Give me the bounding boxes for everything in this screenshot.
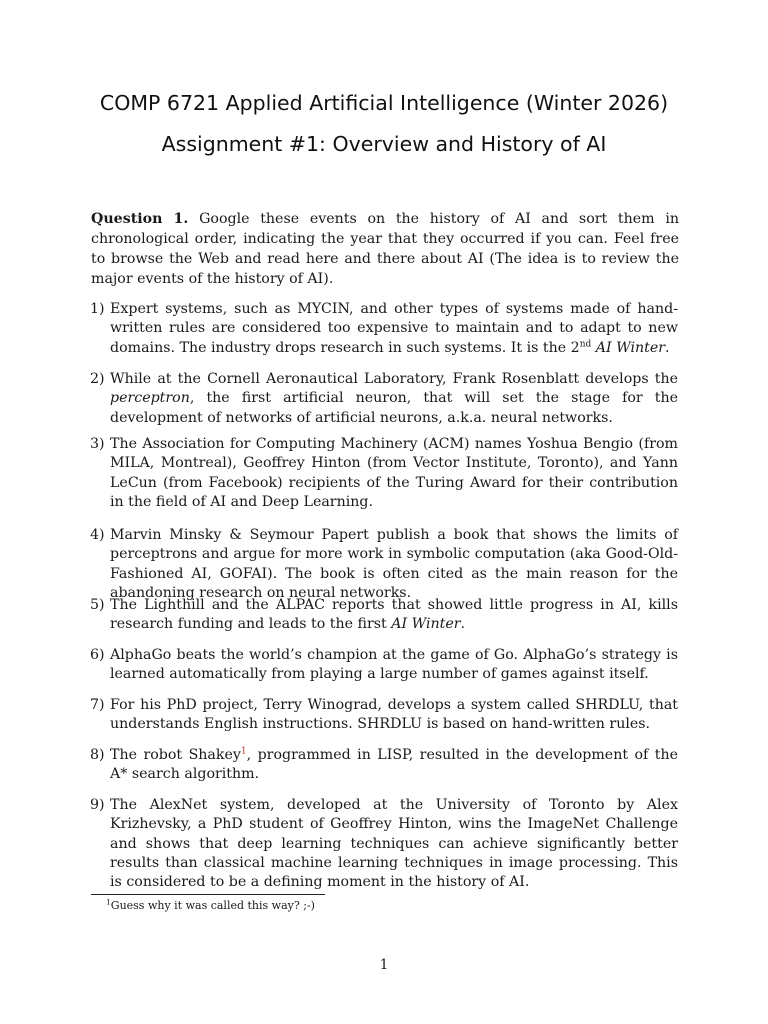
- page-number: 1: [379, 957, 389, 973]
- item-number: 2): [90, 371, 105, 387]
- item-emphasis: AI Winter: [391, 616, 461, 633]
- item-text-main: Expert systems, such as MYCIN, and other types of systems made of hand-written rules are considered too expensive to maintain and to adapt to new domains. The industry drops research in such systems. It is the 2: [110, 301, 678, 356]
- item-tail: , the first artificial neuron, that will set the stage for the development of networks of artificial neurons, a.k.a. neural networks.: [110, 390, 678, 426]
- item-number: 5): [90, 597, 105, 613]
- item-text-main: The robot Shakey: [110, 747, 241, 763]
- assignment-title: Assignment #1: Overview and History of AI: [161, 132, 607, 156]
- item-number: 9): [90, 797, 105, 813]
- item-text: [110, 746, 678, 785]
- item-text-main: The Lighthill and the ALPAC reports that showed little progress in AI, kills research funding and leads to the first: [110, 597, 678, 633]
- footnote-mark: 1: [106, 897, 111, 907]
- item-emphasis: perceptron: [110, 390, 190, 407]
- item-text: The AlexNet system, developed at the University of Toronto by Alex Krizhevsky, a PhD student of Geoffrey Hinton, wins the ImageNet Challenge and shows that deep learning techniques can achieve significantly better results than classical machine learning techniques in image processing. This is considered to be a defining moment in the history of AI.: [110, 797, 678, 891]
- footnote: [106, 899, 315, 913]
- item-text: The Association for Computing Machinery (ACM) names Yoshua Bengio (from MILA, Montreal), Geoffrey Hinton (from Vector Institute, Toronto), and Yann LeCun (from Facebook) recipients of the Turing Award for their contribution in the field of AI and Deep Learning.: [110, 436, 678, 510]
- footnote-text: Guess why it was called this way? ;-): [110, 899, 315, 912]
- item-number: 8): [90, 747, 105, 763]
- footnote-reference[interactable]: 1: [240, 746, 247, 757]
- item-text: [110, 370, 678, 428]
- item-tail: .: [460, 616, 466, 633]
- item-number: 4): [90, 527, 105, 543]
- question-text: Google these events on the history of AI and sort them in chronological order, indicating the year that they occurred if you can. Feel free to browse the Web and read here and there about AI (The idea is to review the major events of the history of AI).: [91, 211, 679, 287]
- item-number: 1): [90, 301, 105, 317]
- item-text: Marvin Minsky & Seymour Papert publish a book that shows the limits of perceptrons and argue for more work in symbolic computation (aka Good-Old-Fashioned AI, GOFAI). The book is often cited as the main reason for the abandoning research on neural networks.: [110, 527, 678, 601]
- course-title: COMP 6721 Applied Artificial Intelligence (Winter 2026): [99, 91, 669, 115]
- question-label: Question 1.: [91, 211, 189, 227]
- footnote-divider: [91, 894, 325, 895]
- item-number: 3): [90, 436, 105, 452]
- item-text: For his PhD project, Terry Winograd, develops a system called SHRDLU, that understands English instructions. SHRDLU is based on hand-written rules.: [110, 697, 678, 733]
- item-tail: .: [665, 339, 670, 356]
- item-text: AlphaGo beats the world’s champion at the game of Go. AlphaGo’s strategy is learned automatically from playing a large number of games against itself.: [110, 647, 678, 683]
- item-superscript: nd: [579, 338, 592, 349]
- question-1: [91, 209, 679, 289]
- item-number: 6): [90, 647, 105, 663]
- item-tail: , programmed in LISP, resulted in the development of the A* search algorithm.: [110, 747, 678, 783]
- item-emphasis: AI Winter: [595, 339, 666, 356]
- item-text: [110, 300, 678, 358]
- item-text: [110, 596, 678, 635]
- item-number: 7): [90, 697, 105, 713]
- item-text-main: While at the Cornell Aeronautical Laboratory, Frank Rosenblatt develops the: [110, 371, 678, 387]
